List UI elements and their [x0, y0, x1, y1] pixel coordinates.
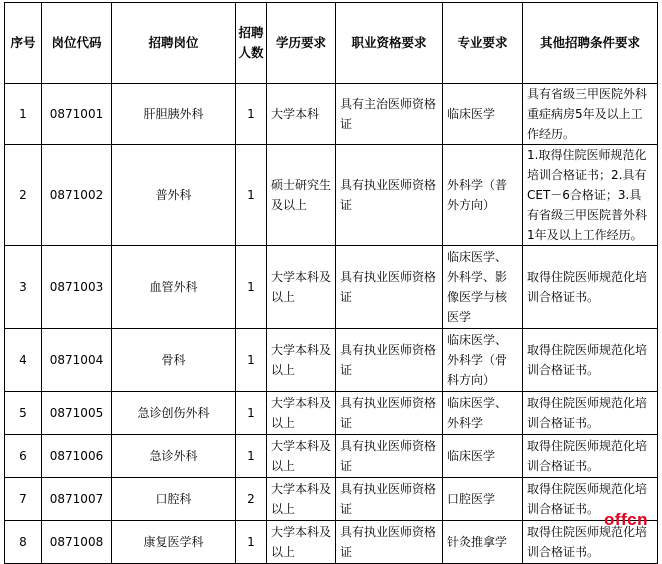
- cell-major: 临床医学、外科学、影像医学与核医学: [443, 246, 523, 329]
- cell-education: 硕士研究生及以上: [267, 145, 336, 246]
- cell-post: 肝胆胰外科: [112, 84, 236, 145]
- cell-qualification: 具有执业医师资格证: [336, 435, 443, 478]
- cell-other: 取得住院医师规范化培训合格证书。: [523, 246, 658, 329]
- cell-count: 1: [236, 521, 267, 564]
- cell-no: 8: [5, 521, 42, 564]
- cell-qualification: 具有执业医师资格证: [336, 478, 443, 521]
- header-other: 其他招聘条件要求: [523, 3, 658, 84]
- cell-code: 0871007: [42, 478, 112, 521]
- cell-other: 取得住院医师规范化培训合格证书。: [523, 435, 658, 478]
- cell-no: 2: [5, 145, 42, 246]
- table-row: [5, 84, 658, 145]
- header-count: 招聘人数: [236, 3, 267, 84]
- header-qualification: 职业资格要求: [336, 3, 443, 84]
- table-row: [5, 521, 658, 564]
- cell-code: 0871004: [42, 329, 112, 392]
- cell-code: 0871003: [42, 246, 112, 329]
- cell-other: 取得住院医师规范化培训合格证书。: [523, 478, 658, 521]
- cell-post: 血管外科: [112, 246, 236, 329]
- header-major: 专业要求: [443, 3, 523, 84]
- cell-other: 取得住院医师规范化培训合格证书。: [523, 329, 658, 392]
- cell-major: 口腔医学: [443, 478, 523, 521]
- cell-qualification: 具有执业医师资格证: [336, 329, 443, 392]
- cell-major: 临床医学: [443, 84, 523, 145]
- cell-code: 0871008: [42, 521, 112, 564]
- cell-education: 大学本科及以上: [267, 435, 336, 478]
- cell-no: 1: [5, 84, 42, 145]
- cell-major: 针灸推拿学: [443, 521, 523, 564]
- cell-no: 3: [5, 246, 42, 329]
- cell-count: 1: [236, 145, 267, 246]
- table-row: [5, 435, 658, 478]
- cell-qualification: 具有执业医师资格证: [336, 246, 443, 329]
- cell-no: 5: [5, 392, 42, 435]
- recruitment-table: [4, 2, 658, 564]
- cell-count: 1: [236, 392, 267, 435]
- cell-no: 7: [5, 478, 42, 521]
- cell-no: 6: [5, 435, 42, 478]
- table-row: [5, 478, 658, 521]
- cell-code: 0871001: [42, 84, 112, 145]
- table-row: [5, 329, 658, 392]
- cell-other: 具有省级三甲医院外科重症病房5年及以上工作经历。: [523, 84, 658, 145]
- cell-qualification: 具有执业医师资格证: [336, 392, 443, 435]
- cell-code: 0871002: [42, 145, 112, 246]
- cell-other: 1.取得住院医师规范化培训合格证书；2.具有CET－6合格证；3.具有省级三甲医院普外科1年及以上工作经历。: [523, 145, 658, 246]
- cell-qualification: 具有执业医师资格证: [336, 145, 443, 246]
- cell-count: 2: [236, 478, 267, 521]
- header-post: 招聘岗位: [112, 3, 236, 84]
- table-header: [5, 3, 658, 84]
- header-code: 岗位代码: [42, 3, 112, 84]
- cell-count: 1: [236, 84, 267, 145]
- cell-post: 口腔科: [112, 478, 236, 521]
- cell-other: 取得住院医师规范化培训合格证书。: [523, 392, 658, 435]
- cell-education: 大学本科及以上: [267, 521, 336, 564]
- cell-code: 0871006: [42, 435, 112, 478]
- table-body: [5, 84, 658, 564]
- cell-count: 1: [236, 435, 267, 478]
- cell-other: 取得住院医师规范化培训合格证书。: [523, 521, 658, 564]
- cell-major: 临床医学、外科学: [443, 392, 523, 435]
- cell-qualification: 具有主治医师资格证: [336, 84, 443, 145]
- cell-education: 大学本科及以上: [267, 478, 336, 521]
- table-row: [5, 392, 658, 435]
- table-row: [5, 145, 658, 246]
- cell-code: 0871005: [42, 392, 112, 435]
- cell-education: 大学本科及以上: [267, 392, 336, 435]
- header-education: 学历要求: [267, 3, 336, 84]
- header-row: [5, 3, 658, 84]
- cell-education: 大学本科及以上: [267, 329, 336, 392]
- cell-no: 4: [5, 329, 42, 392]
- header-no: 序号: [5, 3, 42, 84]
- cell-post: 普外科: [112, 145, 236, 246]
- table-row: [5, 246, 658, 329]
- cell-post: 急诊创伤外科: [112, 392, 236, 435]
- cell-qualification: 具有执业医师资格证: [336, 521, 443, 564]
- watermark-logo: offcn: [603, 510, 648, 529]
- cell-major: 临床医学: [443, 435, 523, 478]
- cell-major: 临床医学、外科学（骨科方向）: [443, 329, 523, 392]
- cell-major: 外科学（普外方向）: [443, 145, 523, 246]
- cell-post: 急诊外科: [112, 435, 236, 478]
- cell-post: 骨科: [112, 329, 236, 392]
- cell-education: 大学本科: [267, 84, 336, 145]
- cell-post: 康复医学科: [112, 521, 236, 564]
- cell-count: 1: [236, 329, 267, 392]
- cell-education: 大学本科及以上: [267, 246, 336, 329]
- cell-count: 1: [236, 246, 267, 329]
